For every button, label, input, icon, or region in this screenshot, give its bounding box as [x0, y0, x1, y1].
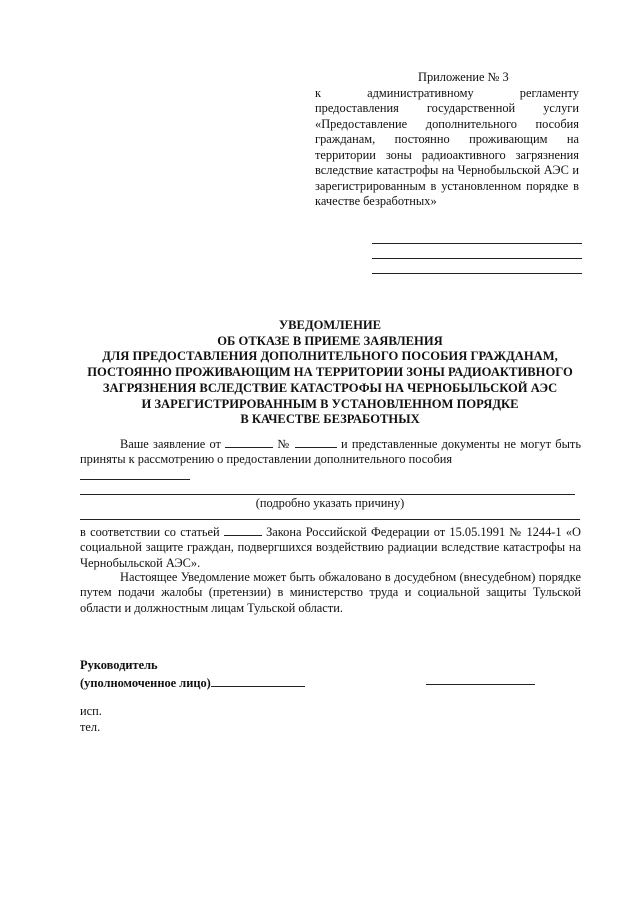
- addressee-line: [372, 243, 582, 244]
- signer-title: Руководитель: [80, 658, 158, 672]
- number-blank: [295, 436, 337, 448]
- addressee-lines: [372, 243, 582, 288]
- heading-line: ПОСТОЯННО ПРОЖИВАЮЩИМ НА ТЕРРИТОРИИ ЗОНЫ РАДИОАКТИВНОГО: [87, 365, 573, 380]
- signer-name-line: [211, 674, 305, 687]
- phone-label: тел.: [80, 719, 101, 734]
- heading-line: ДЛЯ ПРЕДОСТАВЛЕНИЯ ДОПОЛНИТЕЛЬНОГО ПОСОБИЯ ГРАЖДАНАМ,: [102, 349, 558, 364]
- article-blank: [224, 524, 262, 536]
- reason-caption: (подробно указать причину): [255, 496, 405, 510]
- appendix-text: к административному регламенту предоставления государственной услуги «Предоставление дополнительного пособия гражданам, постоянно проживающим на территории зоны радиоактивного загрязнения вследствие катастрофы на Чернобыльской АЭС и зарегистрированным в установленном порядке в качестве безработных»: [315, 85, 579, 208]
- heading-line: ОБ ОТКАЗЕ В ПРИЕМЕ ЗАЯВЛЕНИЯ: [217, 333, 443, 348]
- heading-line: И ЗАРЕГИСТРИРОВАННЫМ В УСТАНОВЛЕННОМ ПОРЯДКЕ: [141, 396, 519, 411]
- law-article-label: в соответствии со статьей: [80, 525, 220, 539]
- date-blank: [225, 436, 273, 448]
- addressee-line: [372, 273, 582, 274]
- heading-line: ЗАГРЯЗНЕНИЯ ВСЛЕДСТВИЕ КАТАСТРОФЫ НА ЧЕРНОБЫЛЬСКОЙ АЭС: [102, 380, 558, 395]
- application-date-label: Ваше заявление от: [120, 437, 221, 451]
- signer-subtitle-row: [80, 674, 305, 692]
- appendix-block: [315, 70, 579, 210]
- signature-line: [426, 684, 535, 685]
- signature-block: [80, 658, 305, 691]
- paragraph-appeal: Настоящее Уведомление может быть обжаловано в досудебном (внесудебном) порядке путем подачи жалобы (претензии) в министерство труда и социальной защиты Тульской области и должностным лицам Тульской области.: [80, 570, 581, 615]
- reason-line: [80, 519, 580, 520]
- contacts-block: [80, 704, 102, 735]
- signer-subtitle: (уполномоченное лицо): [80, 675, 211, 690]
- number-label: №: [277, 437, 291, 451]
- law-text: Закона Российской Федерации от 15.05.1991 № 1244-1 «О социальной защите граждан, подвергшихся воздействию радиации вследствие катастрофы на Чернобыльской АЭС».: [80, 525, 581, 570]
- executor-label: исп.: [80, 704, 102, 718]
- paragraph-law: [80, 524, 581, 571]
- notice-heading: [80, 318, 580, 428]
- heading-line: В КАЧЕСТВЕ БЕЗРАБОТНЫХ: [240, 412, 420, 427]
- heading-line: УВЕДОМЛЕНИЕ: [278, 318, 382, 332]
- paragraph-refusal: [80, 436, 581, 468]
- addressee-line: [372, 258, 582, 259]
- reason-line: [80, 494, 575, 495]
- appendix-title: Приложение № 3: [418, 70, 509, 84]
- reason-line-short: [80, 479, 190, 480]
- refusal-text: и представленные документы не могут быть приняты к рассмотрению о предоставлении дополнительного пособия: [80, 437, 581, 467]
